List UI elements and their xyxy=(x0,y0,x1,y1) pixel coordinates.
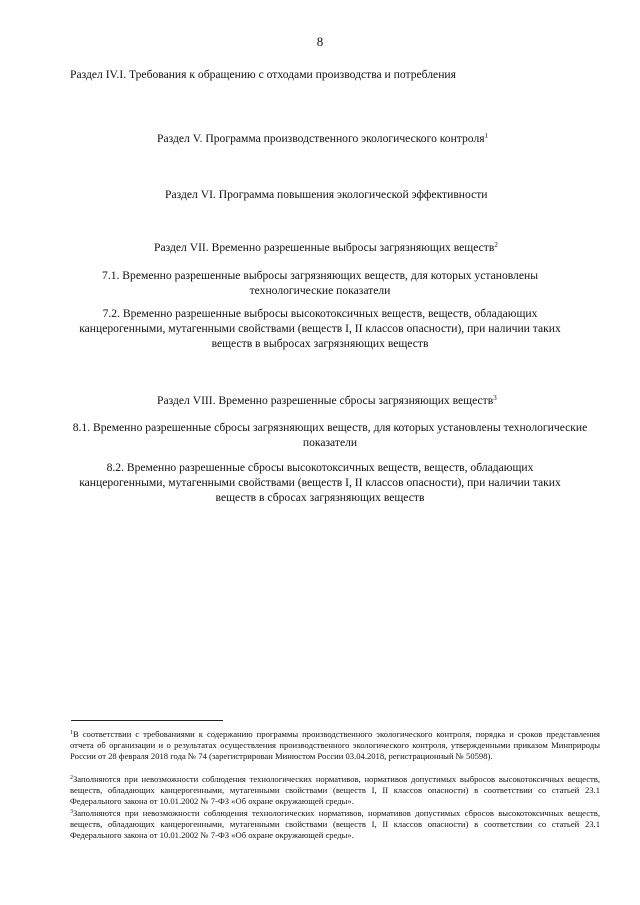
section-8-title: Раздел VIII. Временно разрешенные сбросы загрязняющих веществ xyxy=(157,394,494,407)
section-8-1-line: 8.1. Временно разрешенные сбросы загрязняющих веществ, для которых установлены технологические xyxy=(72,421,588,434)
section-8-2-line: веществ в сбросах загрязняющих веществ xyxy=(215,491,425,504)
section-7-2-line: канцерогенными, мутагенными свойствами (веществ I, II классов опасности), при наличии таких xyxy=(79,322,561,335)
section-8-1 xyxy=(50,420,610,450)
section-8-2-line: канцерогенными, мутагенными свойствами (веществ I, II классов опасности), при наличии таких xyxy=(79,476,561,489)
footnote-ref-1: 1 xyxy=(484,132,489,140)
section-6-heading: Раздел VI. Программа повышения экологической эффективности xyxy=(165,188,488,201)
footnote-3 xyxy=(70,808,600,841)
page-number: 8 xyxy=(316,34,324,49)
section-5-heading xyxy=(157,131,488,146)
footnote-mark: 2 xyxy=(70,775,73,781)
section-5-title: Раздел V. Программа производственного экологического контроля xyxy=(157,132,485,145)
footnote-mark: 1 xyxy=(70,730,73,736)
footnote-text: Заполняются при невозможности соблюдения технологических нормативов, нормативов допустимых выбросов высокотоксичных веществ, веществ, обладающих канцерогенными, мутагенными свойствами (веществ I, II классов опасности) в соответствии со статьей 23.1 Федерального закона от 10.01.2002 № 7-ФЗ «Об охране окружающей среды». xyxy=(70,774,600,806)
section-7-title: Раздел VII. Временно разрешенные выбросы загрязняющих веществ xyxy=(154,241,495,254)
footnote-mark: 3 xyxy=(70,809,73,815)
section-7-2 xyxy=(60,306,580,351)
footnote-divider xyxy=(71,720,223,721)
section-8-heading xyxy=(157,393,497,408)
section-8-1-line: показатели xyxy=(302,436,358,449)
section-7-2-line: веществ в выбросах загрязняющих веществ xyxy=(211,337,429,350)
section-7-1-line: 7.1. Временно разрешенные выбросы загрязняющих веществ, для которых установлены xyxy=(102,269,538,282)
footnote-ref-2: 2 xyxy=(494,241,498,249)
section-7-heading xyxy=(154,240,498,255)
section-7-1 xyxy=(60,268,580,298)
section-8-2-line: 8.2. Временно разрешенные сбросы высокотоксичных веществ, веществ, обладающих xyxy=(106,461,534,474)
section-8-2 xyxy=(60,460,580,505)
footnote-text: Заполняются при невозможности соблюдения технологических нормативов, нормативов допустимых сбросов высокотоксичных веществ, веществ, обладающих канцерогенными, мутагенными свойствами (веществ I, II классов опасности) в соответствии со статьей 23.1 Федерального закона от 10.01.2002 № 7-ФЗ «Об охране окружающей среды». xyxy=(70,808,600,840)
footnote-text: В соответствии с требованиями к содержанию программы производственного экологического контроля, порядка и сроков представления отчета об организации и о результатах осуществления производственного экологического контроля, утвержденными приказом Минприроды России от 28 февраля 2018 года № 74 (зарегистрирован Минюстом России 03.04.2018, регистрационный № 50598). xyxy=(70,729,600,761)
footnote-2 xyxy=(70,774,600,807)
footnote-1 xyxy=(70,729,600,762)
footnote-ref-3: 3 xyxy=(493,394,497,402)
section-7-1-line: технологические показатели xyxy=(249,284,391,297)
section-4-1-heading: Раздел IV.I. Требования к обращению с отходами производства и потребления xyxy=(70,68,456,81)
section-7-2-line: 7.2. Временно разрешенные выбросы высокотоксичных веществ, веществ, обладающих xyxy=(102,307,538,320)
